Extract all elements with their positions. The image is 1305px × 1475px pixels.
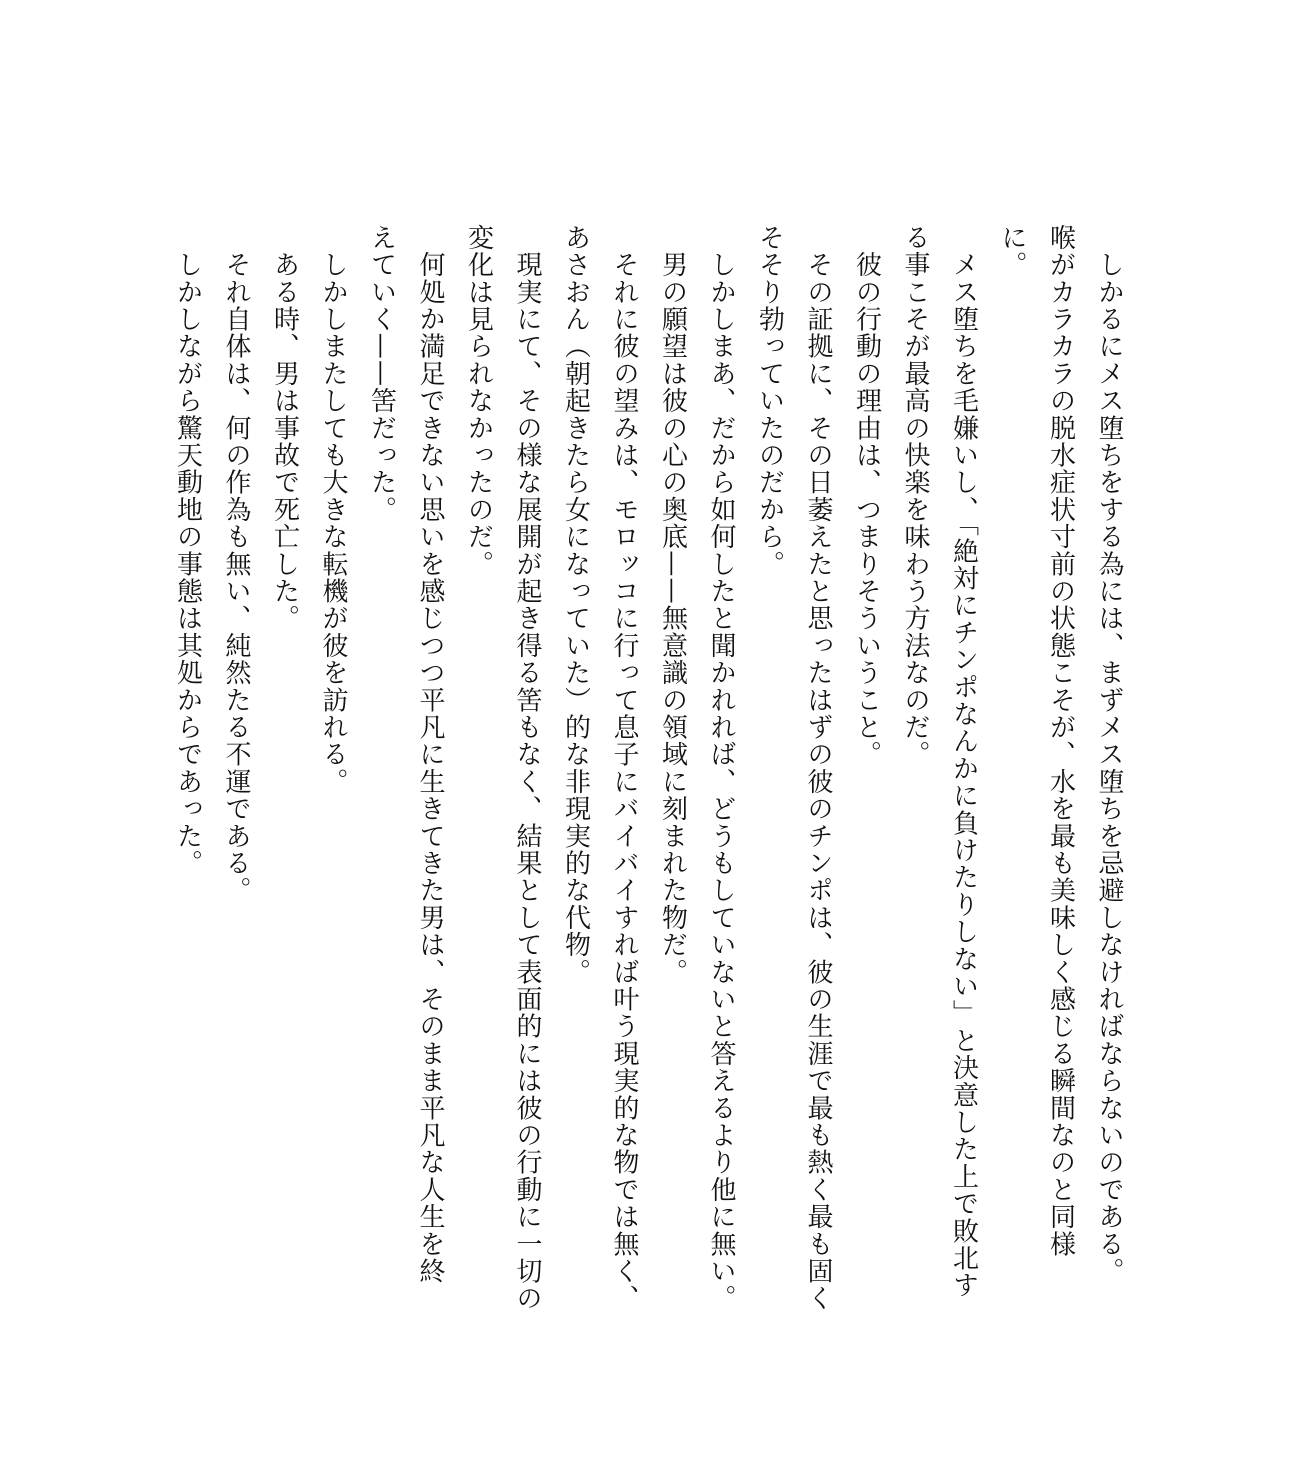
text-line: メス堕ちを毛嫌いし、「絶対にチンポなんかに負けたりしない」と決意した上で敗北す [948, 224, 979, 1299]
text-line: 変化は見られなかったのだ。 [463, 224, 494, 578]
text-line: しかしながら驚天動地の事態は其処からであった。 [172, 224, 203, 877]
text-line: そそり勃っていたのだから。 [754, 224, 785, 578]
text-line: えていく——筈だった。 [366, 224, 397, 524]
text-line: しかるにメス堕ちをする為には、まずメス堕ちを忌避しなければならないのである。 [1094, 224, 1124, 1285]
text-line: ある時、男は事故で死亡した。 [269, 224, 300, 632]
text-line: それ自体は、何の作為も無い、純然たる不運である。 [221, 224, 251, 904]
text-line: に。 [997, 224, 1027, 279]
text-line: しかしまたしても大きな転機が彼を訪れる。 [318, 224, 348, 796]
text-line: 現実にて、その様な展開が起き得る筈もなく、結果として表面的には彼の行動に一切の [512, 224, 542, 1312]
text-line: 彼の行動の理由は、つまりそういうこと。 [851, 224, 882, 768]
vertical-body-text [163, 224, 1133, 1324]
text-line: 男の願望は彼の心の奥底——無意識の領域に刻まれた物だ。 [657, 224, 688, 986]
text-line: その証拠に、その日萎えたと思ったはずの彼のチンポは、彼の生涯で最も熱く最も固く [803, 224, 833, 1312]
text-line: それに彼の望みは、モロッコに行って息子にバイバイすれば叶う現実的な物では無く、 [609, 224, 639, 1312]
text-line: 喉がカラカラの脱水症状寸前の状態こそが、水を最も美味しく感じる瞬間なのと同様 [1045, 224, 1076, 1258]
text-line: 何処か満足できない思いを感じつつ平凡に生きてきた男は、そのまま平凡な人生を終 [415, 224, 445, 1285]
text-line: しかしまあ、だから如何したと聞かれれば、どうもしていないと答えるより他に無い。 [706, 224, 736, 1312]
text-line: あさおん（朝起きたら女になっていた）的な非現実的な代物。 [560, 224, 591, 986]
text-line: る事こそが最高の快楽を味わう方法なのだ。 [900, 224, 930, 768]
